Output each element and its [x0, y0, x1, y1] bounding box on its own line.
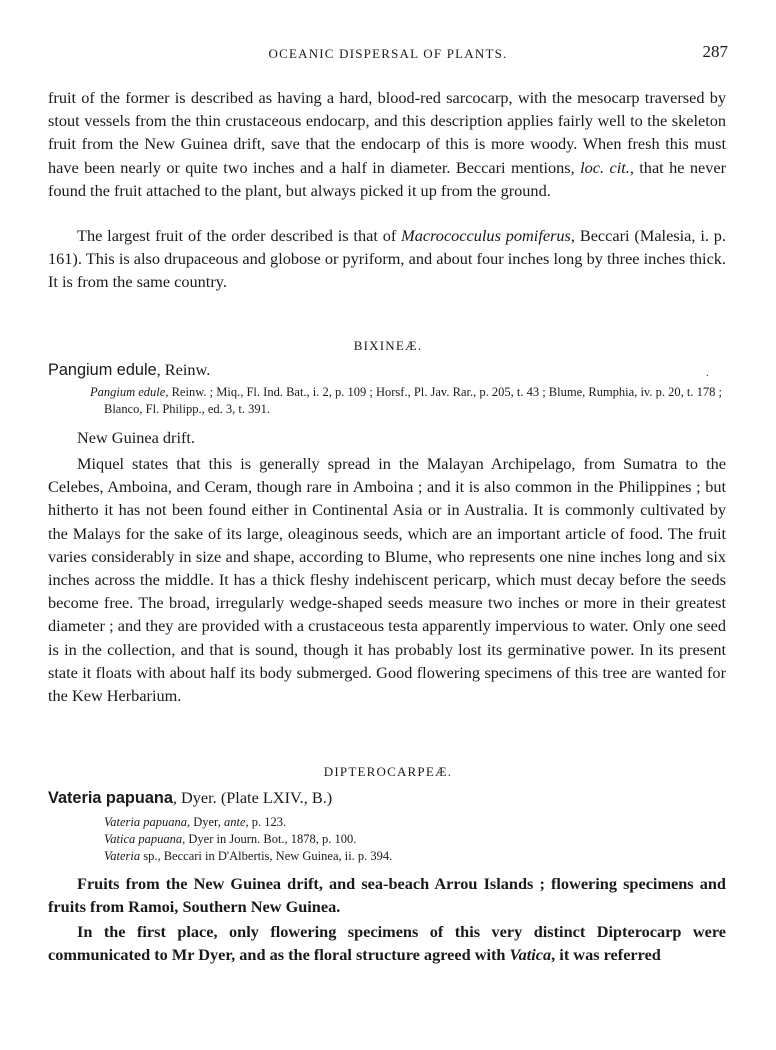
- reference-line: [104, 831, 726, 848]
- reference-line: [104, 848, 726, 865]
- page-header: [48, 42, 728, 64]
- reference-line: [104, 814, 726, 831]
- ref-mid: sp., Beccari in D'Albertis, New Guinea, ii. p. 394.: [140, 849, 393, 863]
- species-author: , Dyer. (Plate LXIV., B.): [172, 788, 333, 807]
- vateria-paragraph-1: Fruits from the New Guinea drift, and sea-beach Arrou Islands ; flowering specimens and fruits from Ramoi, Southern New Guinea.: [48, 874, 726, 917]
- ref-name: Vatica papuana: [104, 832, 183, 846]
- pangium-description: Miquel states that this is generally spread in the Malayan Archipelago, from Sumatra to the Celebes, Amboina, and Ceram, though rare in Amboina ; and it is also common in the Philippines ; but hitherto it has not been found either in Continental Asia or in Australia. It is commonly cultivated by the Malays for the sake of its large, oleaginous seeds, which are an important article of food. The fruit varies considerably in size and shape, according to Blume, who represents one nine inches long and six inches across the middle. It has a thick fleshy indehiscent pericarp, which must decay before the seeds become free. The broad, irregularly wedge-shaped seeds measure two inches or more in their greatest diameter ; and they are provided with a crustaceous testa apparently impervious to water. Only one seed is in the collection, and that is sound, though it has probably lost its germinative power. In its present state it floats with about half its body submerged. Good flowering specimens of this tree are wanted for the Kew Herbarium.: [48, 454, 726, 706]
- pangium-reference: [90, 384, 740, 418]
- intro-paragraph-2: [48, 224, 726, 294]
- intro-paragraph-1: [48, 86, 726, 202]
- running-head: OCEANIC DISPERSAL OF PLANTS.: [268, 46, 508, 61]
- pangium-locality: New Guinea drift.: [77, 428, 195, 447]
- section-heading-bixineae: BIXINEÆ.: [353, 338, 423, 353]
- intro-p2-end: , Beccari (Malesia, i. p. 161). This is also drupaceous and globose or pyriform, and about four inches long by three inches thick. It is from the same country.: [48, 226, 726, 292]
- intro-p2-start: The largest fruit of the order described is that of: [77, 226, 402, 245]
- species-name: Vateria papuana: [48, 789, 173, 807]
- stray-dot: .: [706, 368, 709, 379]
- ref-species-name: Pangium edule: [90, 385, 166, 399]
- intro-p1-loc-cit: loc. cit.: [580, 157, 630, 177]
- vateria-p2-end: , it was referred: [551, 945, 661, 965]
- species-title-pangium: [48, 360, 210, 380]
- ref-mid: , Dyer in Journ. Bot., 1878, p. 100.: [182, 832, 357, 846]
- ref-rest: , p. 123.: [245, 815, 287, 829]
- ref-italic: ante: [223, 815, 246, 829]
- ref-name: Vateria papuana: [104, 815, 187, 829]
- ref-mid: , Dyer,: [186, 815, 224, 829]
- vateria-references: [104, 814, 726, 865]
- ref-citation: , Reinw. ; Miq., Fl. Ind. Bat., i. 2, p. 109 ; Horsf., Pl. Jav. Rar., p. 205, t. 43 ; Blume, Rumphia, iv. p. 20, t. 178 ; Blanco, Fl. Philipp., ed. 3, t. 391.: [104, 385, 722, 416]
- section-heading-dipterocarpeae: DIPTEROCARPEÆ.: [323, 764, 453, 779]
- intro-p2-species: Macrococculus pomiferus: [401, 226, 571, 245]
- vateria-paragraph-2: [48, 920, 726, 966]
- page-number: 287: [702, 42, 728, 61]
- vateria-p2-start: In the first place, only flowering specimens of this very distinct Dipterocarp were communicated to Mr Dyer, and as the floral structure agreed with: [48, 922, 726, 965]
- vateria-p2-genus: Vatica: [509, 945, 552, 965]
- intro-p1-end: , that he never found the fruit attached to the plant, but always picked it up from the ground.: [48, 157, 727, 200]
- intro-p1-text: fruit of the former is described as having a hard, blood-red sarcocarp, with the mesocarp traversed by stout vessels from the thin crustaceous endocarp, and this description applies fairly well to the skeleton fruit from the New Guinea drift, save that the endocarp of this is more woody. When fresh this must have been nearly or quite two inches and a half in diameter. Beccari mentions,: [48, 88, 726, 177]
- species-author: , Reinw.: [156, 360, 211, 379]
- species-title-vateria: [48, 788, 332, 808]
- species-name: Pangium edule: [48, 361, 157, 379]
- ref-name: Vateria: [104, 849, 141, 863]
